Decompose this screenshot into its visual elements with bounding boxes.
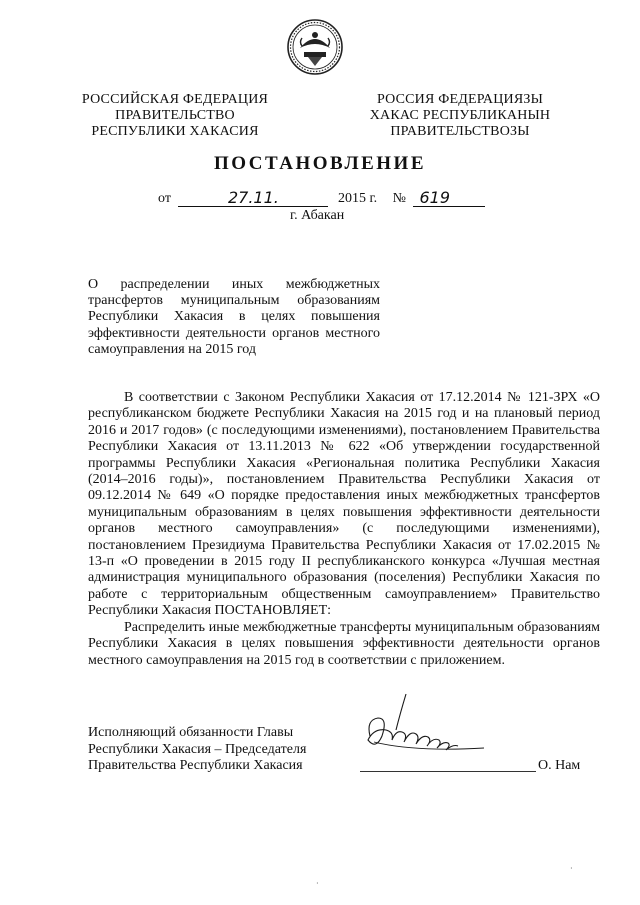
header-right-line-1: РОССИЯ ФЕДЕРАЦИЯЗЫ (376, 92, 544, 107)
header-left-line-1: РОССИЙСКАЯ ФЕДЕРАЦИЯ (81, 92, 269, 107)
signatory-position-line-2: Республики Хакасия – Председателя (88, 741, 307, 757)
document-body (88, 390, 600, 669)
handwritten-number: 619 (413, 189, 485, 207)
date-prefix: от (158, 191, 171, 206)
handwritten-signature (358, 690, 518, 780)
header-left (70, 92, 280, 140)
signatory-position-line-1: Исполняющий обязанности Главы (88, 725, 294, 740)
header-right (355, 92, 565, 140)
header-left-line-3: РЕСПУБЛИКИ ХАКАСИЯ (91, 124, 259, 139)
header-right-line-2: ХАКАС РЕСПУБЛИКАНЫН (369, 108, 551, 123)
date-year: 2015 г. (337, 191, 378, 206)
header-right-line-3: ПРАВИТЕЛЬСТВОЗЫ (390, 124, 530, 139)
body-paragraph-1: В соответствии с Законом Республики Хакасия от 17.12.2014 № 121-ЗРХ «О республиканском бюджете Республики Хакасия на 2015 год и на плановый период 2016 и 2017 годов» (с последующими изменениями), постановлением Правительства Республики Хакасия от 13.11.2013 № 622 «Об утверждении государственной программы Республики Хакасия «Региональная политика Республики Хакасия (2014–2016 годы)», постановлением Правительства Республики Хакасия от 09.12.2014 № 649 «О порядке предоставления иных межбюджетных трансфертов муниципальным образованиям в целях повышения эффективности деятельности органов местного самоуправления» (с последующими изменениями), постановлением Президиума Правительства Республики Хакасия от 17.02.2015 № 13-п «О проведении в 2015 году II республиканского конкурса «Лучшая местная администрация муниципального образования (поселения) Республики Хакасия по работе с территориальным общественным самоуправлением» Правительство Республики Хакасия ПОСТАНОВЛЯЕТ: (88, 390, 600, 619)
body-paragraph-2: Распределить иные межбюджетные трансферты муниципальным образованиям Республики Хакасия в целях повышения эффективности деятельности органов местного самоуправления на 2015 год в соответствии с приложением. (88, 619, 600, 668)
signatory-name: О. Нам (538, 758, 581, 773)
signature-line (360, 771, 536, 772)
signatory-position-line-3: Правительства Республики Хакасия (88, 758, 303, 773)
document-subject: О распределении иных межбюджетных трансфертов муниципальным образованиям Республики Хакасия в целях повышения эффективности деятельности органов местного самоуправления на 2015 год (88, 277, 380, 357)
document-title: ПОСТАНОВЛЕНИЕ (213, 153, 427, 174)
city: г. Абакан (290, 208, 345, 223)
number-sign: № (392, 191, 406, 206)
handwritten-date: 27.11. (178, 189, 328, 207)
bottom-mark: · (316, 879, 319, 888)
signatory-position (88, 725, 306, 775)
date-line (158, 189, 485, 207)
corner-mark: · (570, 864, 573, 873)
coat-of-arms-icon (286, 18, 344, 76)
header-left-line-2: ПРАВИТЕЛЬСТВО (115, 108, 235, 123)
